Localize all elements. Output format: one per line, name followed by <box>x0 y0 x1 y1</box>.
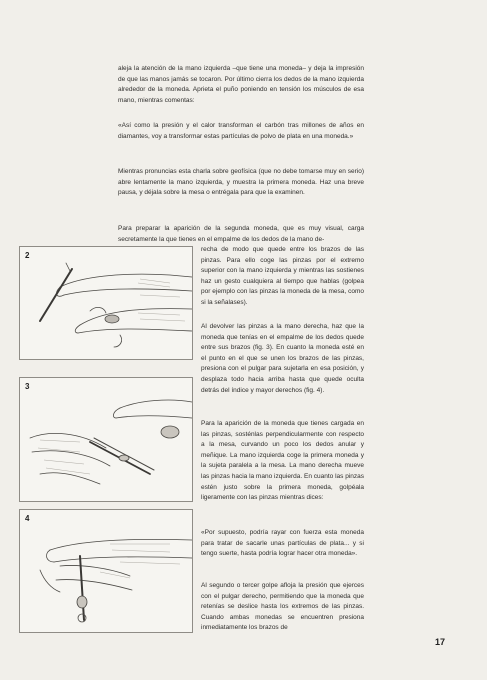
paragraph-text: recha de modo que quede entre los brazos de las pinzas. Para ello coge las pinzas por el extremo superior con la mano izquierda y mientras las sostienes haz un gesto cualquiera al tiempo que hablas (golpea por ejemplo con las pinzas la moneda de la mesa, como si la señalases). <box>201 246 364 306</box>
paragraph-text: Para preparar la aparición de la segunda moneda, que es muy visual, carga secretamente la que tienes en el empalme de los dedos de la mano de- <box>118 225 364 243</box>
paragraph-5 <box>201 322 364 396</box>
figure-number: 3 <box>25 382 30 391</box>
paragraph-6 <box>201 419 364 504</box>
paragraph-text: Para la aparición de la moneda que tienes cargada en las pinzas, sosténlas perpendicularmente con respecto a la mesa, curvando un poco los dedos anular y meñique. La mano izquierda coge la primera moneda y la sujeta paralela a la mesa. La mano derecha mueve las pinzas hacia la mano izquierda. En cuanto las pinzas estén justo sobre la primera moneda, golpéala ligeramente con las pinzas mientras dices: <box>201 420 364 502</box>
figure-3 <box>19 377 193 502</box>
paragraph-text: Al segundo o tercer golpe afloja la presión que ejerces con el pulgar derecho, permitiendo que la moneda que retenías se deslice hasta los extremos de las pinzas. Cuando ambas monedas se encuentren presiona inmediatamente los brazos de <box>201 582 364 632</box>
figure-4-illustration <box>20 510 192 632</box>
figure-4 <box>19 509 193 633</box>
paragraph-text: «Así como la presión y el calor transforman el carbón tras millones de años en diamantes, voy a transformar estas partículas de polvo de plata en una moneda.» <box>118 122 364 140</box>
paragraph-text: «Por supuesto, podría rayar con fuerza esta moneda para tratar de sacarle unas partículas de plata... y si tengo suerte, hasta podría lograr hacer otra moneda». <box>201 529 364 558</box>
paragraph-text: Mientras pronuncias esta charla sobre geofísica (que no debe tomarse muy en serio) abre lentamente la mano izquierda, y muestra la primera moneda. Haz una breve pausa, y déjala sobre la mesa o entrégala para que la examinen. <box>118 168 364 197</box>
paragraph-quote-2 <box>201 528 364 560</box>
figure-2-illustration <box>20 247 192 359</box>
paragraph-text: Al devolver las pinzas a la mano derecha, haz que la moneda que tenías en el empalme de los dedos quede entre sus brazos (fig. 3). En cuanto la moneda esté en el punto en el que se unen los brazos de las pinzas, presiona con el pulgar para sujetarla en esa posición, y desplaza todo hacia arriba hasta que quede oculta detrás del índice y mayor derechos (fig. 4). <box>201 323 364 394</box>
figure-3-illustration <box>20 378 192 501</box>
page-number: 17 <box>434 637 445 647</box>
figure-number: 4 <box>25 514 30 523</box>
figure-number: 2 <box>25 251 30 260</box>
figure-2 <box>19 246 193 360</box>
paragraph-text: aleja la atención de la mano izquierda –que tiene una moneda– y deja la impresión de que las manos jamás se tocaron. Por último cierra los dedos de la mano izquierda alrededor de la moneda. Aprieta el puño poniendo en tensión los músculos de esa mano, mientras comentas: <box>118 65 364 104</box>
paragraph-1 <box>118 64 364 106</box>
paragraph-3 <box>118 167 364 199</box>
paragraph-4-continued <box>201 245 364 309</box>
paragraph-4-start <box>118 224 364 245</box>
paragraph-8 <box>201 581 364 634</box>
paragraph-quote-1 <box>118 121 364 142</box>
